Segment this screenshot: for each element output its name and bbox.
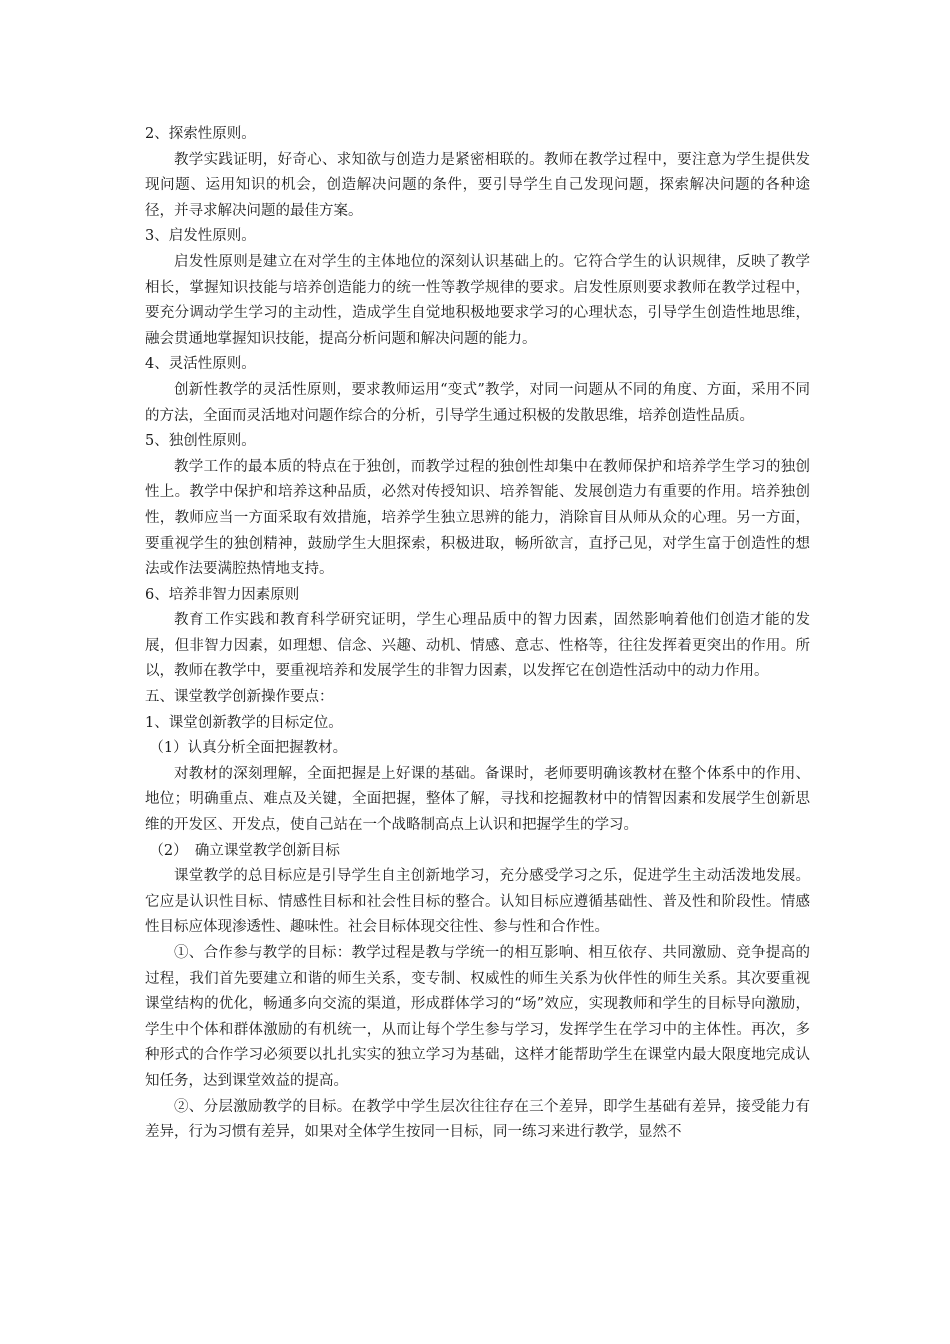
heading-section-5: 五、课堂教学创新操作要点： [145,689,334,706]
para-establish-goals: 课堂教学的总目标应是引导学生自主创新地学习，充分感受学习之乐，促进学生主动活泼地发展。它应是认识性目标、情感性目标和社会性目标的整合。认知目标应遵循基础性、普及性和阶段性。情感性目标应体现渗透性、趣味性。社会目标体现交往性、参与性和合作性。 [145,868,810,936]
heading-4-flexibility: 4、灵活性原则。 [145,356,256,373]
heading-5-originality: 5、独创性原则。 [145,433,256,450]
para-heuristic: 启发性原则是建立在对学生的主体地位的深刻认识基础上的。它符合学生的认识规律，反映了教学相长，掌握知识技能与培养创造能力的统一性等教学规律的要求。启发性原则要求教师在教学过程中，要充分调动学生学习的主动性，造成学生自觉地积极地要求学习的心理状态，引导学生创造性地思维，融会贯通地掌握知识技能，提高分析问题和解决问题的能力。 [145,253,810,347]
heading-2-exploratory: 2、探索性原则。 [145,126,256,142]
para-layered-goal: ②、分层激励教学的目标。在教学中学生层次往往存在三个差异，即学生基础有差异，接受能力有差异，行为习惯有差异，如果对全体学生按同一目标，同一练习来进行教学，显然不 [145,1098,810,1141]
heading-1-goal-positioning: 1、课堂创新教学的目标定位。 [145,714,343,731]
para-cooperative-goal: ①、合作参与教学的目标：教学过程是教与学统一的相互影响、相互依存、共同激励、竞争提高的过程，我们首先要建立和谐的师生关系，变专制、权威性的师生关系为伙伴性的师生关系。其次要重视课堂结构的优化，畅通多向交流的渠道，形成群体学习的“场”效应，实现教师和学生的目标导向激励，学生中个体和群体激励的有机统一，从而让每个学生参与学习，发挥学生在学习中的主体性。再次，多种形式的合作学习必须要以扎扎实实的独立学习为基础，这样才能帮助学生在课堂内最大限度地完成认知任务，达到课堂效益的提高。 [145,945,810,1089]
subheading-1-analyze-textbook: （1）认真分析全面把握教材。 [149,740,348,757]
para-originality: 教学工作的最本质的特点在于独创，而教学过程的独创性却集中在教师保护和培养学生学习的独创性上。教学中保护和培养这种品质，必然对传授知识、培养智能、发展创造力有重要的作用。培养独创性，教师应当一方面采取有效措施，培养学生独立思辨的能力，消除盲目从师从众的心理。另一方面，要重视学生的独创精神，鼓励学生大胆探索，积极进取，畅所欲言，直抒己见，对学生富于创造性的想法或作法要满腔热情地支持。 [145,458,810,578]
heading-6-non-intellectual: 6、培养非智力因素原则 [145,586,300,603]
document-page [145,122,810,1146]
subheading-2-establish-goals: （2） 确立课堂教学创新目标 [149,842,340,859]
para-non-intellectual: 教育工作实践和教育科学研究证明，学生心理品质中的智力因素，固然影响着他们创造才能的发展，但非智力因素，如理想、信念、兴趣、动机、情感、意志、性格等，往往发挥着更突出的作用。所以，教师在教学中，要重视培养和发展学生的非智力因素，以发挥它在创造性活动中的动力作用。 [145,612,810,680]
para-exploratory: 教学实践证明，好奇心、求知欲与创造力是紧密相联的。教师在教学过程中，要注意为学生提供发现问题、运用知识的机会，创造解决问题的条件，要引导学生自己发现问题，探索解决问题的各种途径，并寻求解决问题的最佳方案。 [145,151,810,219]
para-flexibility: 创新性教学的灵活性原则，要求教师运用“变式”教学，对同一问题从不同的角度、方面，采用不同的方法，全面而灵活地对问题作综合的分析，引导学生通过积极的发散思维，培养创造性品质。 [145,381,810,424]
para-analyze-textbook: 对教材的深刻理解，全面把握是上好课的基础。备课时，老师要明确该教材在整个体系中的作用、地位；明确重点、难点及关键，全面把握，整体了解，寻找和挖掘教材中的情智因素和发展学生创新思维的开发区、开发点，使自己站在一个战略制高点上认识和把握学生的学习。 [145,765,810,834]
heading-3-heuristic: 3、启发性原则。 [145,228,256,245]
